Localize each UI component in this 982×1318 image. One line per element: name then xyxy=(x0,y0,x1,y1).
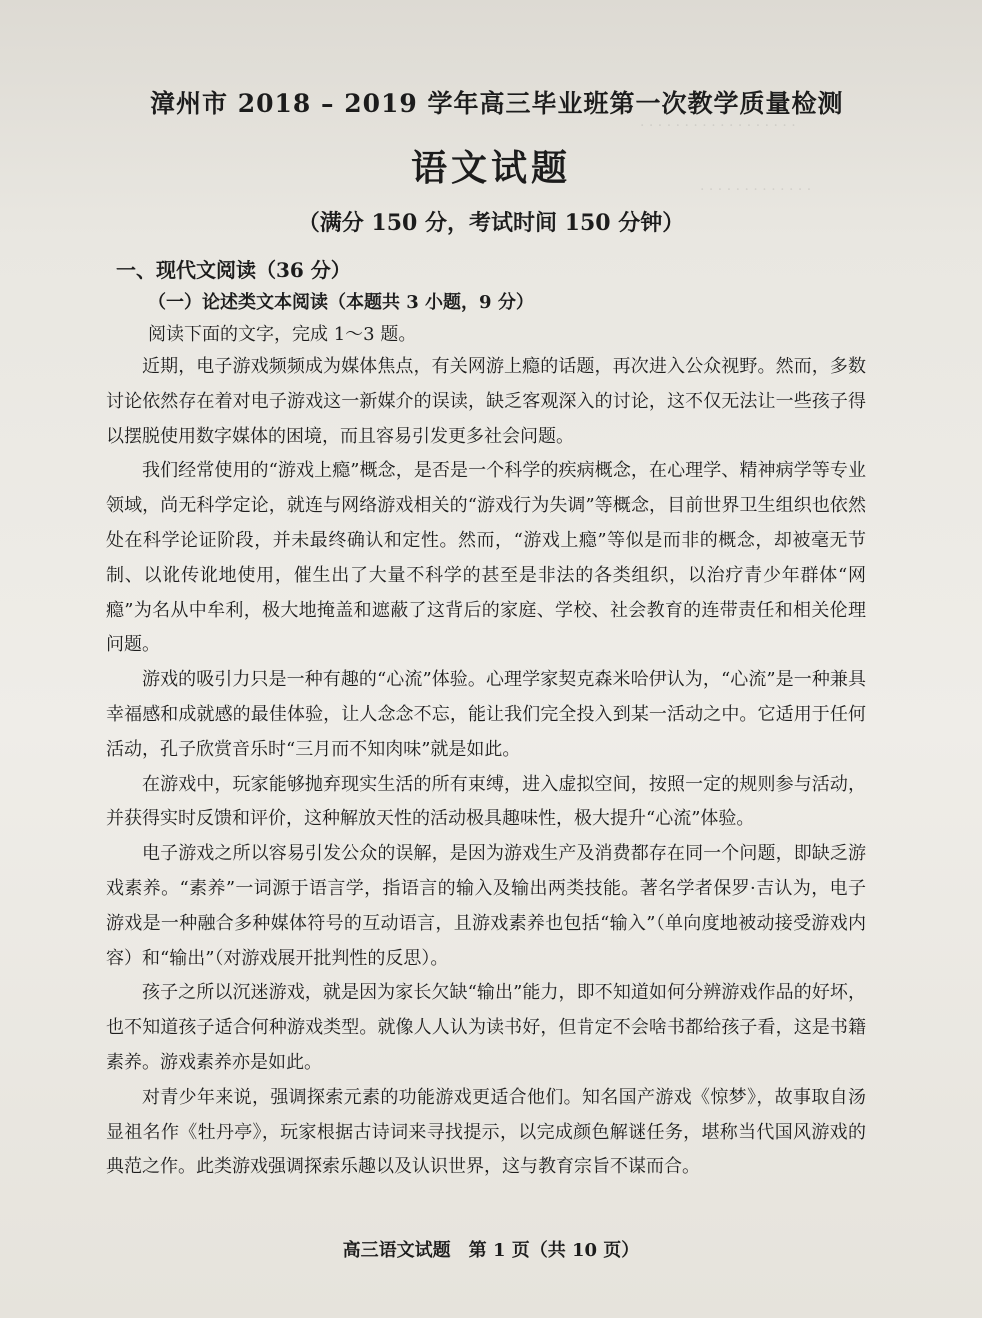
article-paragraph: 孩子之所以沉迷游戏，就是因为家长欠缺“输出”能力，即不知道如何分辨游戏作品的好坏，也不知道孩子适合何种游戏类型。就像人人认为读书好，但肯定不会啥书都给孩子看，这是书籍素养。游戏素养亦是如此。 xyxy=(106,982,866,1073)
article-paragraph: 我们经常使用的“游戏上瘾”概念，是否是一个科学的疾病概念，在心理学、精神病学等专业领域，尚无科学定论，就连与网络游戏相关的“游戏行为失调”等概念，目前世界卫生组织也依然处在科学论证阶段，并未最终确认和定性。然而，“游戏上瘾”等似是而非的概念，却被毫无节制、以讹传讹地使用，催生出了大量不科学的甚至是非法的各类组织，以治疗青少年群体“网瘾”为名从中牟利，极大地掩盖和遮蔽了这背后的家庭、学校、社会教育的连带责任和相关伦理问题。 xyxy=(106,460,866,656)
article-body xyxy=(106,350,866,1185)
article-paragraph: 近期，电子游戏频频成为媒体焦点，有关网游上瘾的话题，再次进入公众视野。然而，多数讨论依然存在着对电子游戏这一新媒介的误读，缺乏客观深入的讨论，这不仅无法让一些孩子得以摆脱使用数字媒体的困境，而且容易引发更多社会问题。 xyxy=(106,356,866,447)
page-footer: 高三语文试题 第 1 页（共 10 页） xyxy=(342,1240,640,1261)
reading-instruction: 阅读下面的文字，完成 1～3 题。 xyxy=(148,324,417,345)
score-and-time-note: （满分 150 分，考试时间 150 分钟） xyxy=(297,210,685,236)
exam-header-title: 漳州市 2018 – 2019 学年高三毕业班第一次教学质量检测 xyxy=(150,89,844,118)
article-paragraph: 游戏的吸引力只是一种有趣的“心流”体验。心理学家契克森米哈伊认为，“心流”是一种兼具幸福感和成就感的最佳体验，让人念念不忘，能让我们完全投入到某一活动之中。它适用于任何活动，孔子欣赏音乐时“三月而不知肉味”就是如此。 xyxy=(106,669,866,760)
subsection-heading: （一）论述类文本阅读（本题共 3 小题，9 分） xyxy=(148,292,534,313)
page-title: 语文试题 xyxy=(410,147,571,189)
bleed-through-text: · · · · · · · · · · · · · · · · · · xyxy=(640,118,796,134)
article-paragraph: 在游戏中，玩家能够抛弃现实生活的所有束缚，进入虚拟空间，按照一定的规则参与活动，并获得实时反馈和评价，这种解放天性的活动极具趣味性，极大提升“心流”体验。 xyxy=(106,773,866,830)
section-heading: 一、现代文阅读（36 分） xyxy=(116,258,351,282)
bleed-through-text: · · · · · · · · · · · · · xyxy=(700,182,812,198)
article-paragraph: 对青少年来说，强调探索元素的功能游戏更适合他们。知名国产游戏《惊梦》，故事取自汤显祖名作《牡丹亭》，玩家根据古诗词来寻找提示，以完成颜色解谜任务，堪称当代国风游戏的典范之作。此类游戏强调探索乐趣以及认识世界，这与教育宗旨不谋而合。 xyxy=(106,1086,866,1178)
article-paragraph: 电子游戏之所以容易引发公众的误解，是因为游戏生产及消费都存在同一个问题，即缺乏游戏素养。“素养”一词源于语言学，指语言的输入及输出两类技能。著名学者保罗·吉认为，电子游戏是一种融合多种媒体符号的互动语言，且游戏素养也包括“输入”（单向度地被动接受游戏内容）和“输出”（对游戏展开批判性的反思）。 xyxy=(106,843,866,969)
